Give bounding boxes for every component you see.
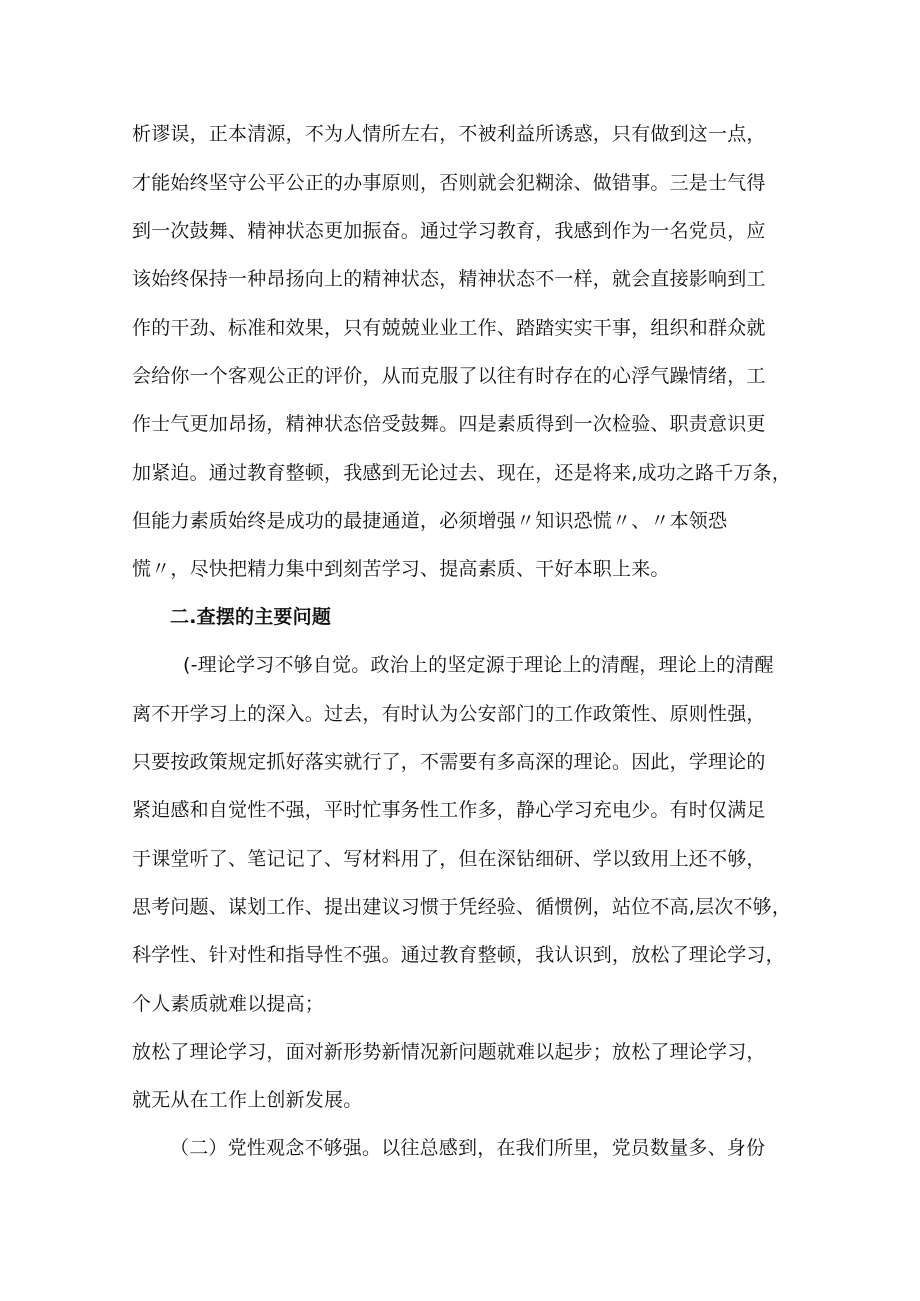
body-text-line: 于课堂听了、笔记记了、写材料用了，但在深钻细研、学以致用上还不够， (132, 848, 766, 870)
body-text-line: 作的干劲、标准和效果，只有兢兢业业工作、踏踏实实干事，组织和群众就 (132, 317, 766, 339)
body-text-line: 会给你一个客观公正的评价，从而克服了以往有时存在的心浮气躁情绪，工 (132, 365, 766, 387)
body-text-line: 放松了理论学习，面对新形势新情况新问题就难以起步；放松了理论学习， (132, 1041, 766, 1063)
body-text-line: (-理论学习不够自觉。政治上的坚定源于理论上的清醒，理论上的清醒 (183, 654, 774, 676)
body-text-line: （二）党性观念不够强。以往总感到，在我们所里，党员数量多、身份 (170, 1137, 766, 1159)
body-text-line: 只要按政策规定抓好落实就行了，不需要有多高深的理论。因此，学理论的 (132, 751, 766, 773)
body-text-line: 到一次鼓舞、精神状态更加振奋。通过学习教育，我感到作为一名党员，应 (132, 220, 766, 242)
body-text-line: 个人素质就难以提高； (132, 993, 325, 1015)
body-text-line: 就无从在工作上创新发展。 (132, 1089, 363, 1111)
body-text-line: 思考问题、谋划工作、提出建议习惯于凭经验、循惯例，站位不高,层次不够， (132, 896, 792, 918)
body-text-line: 慌〃，尽快把精力集中到刻苦学习、提高素质、干好本职上来。 (132, 558, 670, 580)
body-text-line: 该始终保持一种昂扬向上的精神状态，精神状态不一样，就会直接影响到工 (132, 268, 766, 290)
body-text-line: 析谬误，正本清源，不为人情所左右，不被利益所诱惑，只有做到这一点， (132, 123, 766, 145)
body-text-line: 科学性、针对性和指导性不强。通过教育整顿，我认识到，放松了理论学习， (132, 944, 785, 966)
section-heading: 二.查摆的主要问题 (170, 606, 332, 628)
body-text-line: 但能力素质始终是成功的最捷通道，必须增强〃知识恐慌〃、〃本领恐 (132, 510, 728, 532)
body-text-line: 紧迫感和自觉性不强，平时忙事务性工作多，静心学习充电少。有时仅满足 (132, 799, 766, 821)
body-text-line: 作士气更加昂扬，精神状态倍受鼓舞。四是素质得到一次检验、职责意识更 (132, 413, 766, 435)
body-text-line: 加紧迫。通过教育整顿，我感到无论过去、现在，还是将来,成功之路千万条， (132, 462, 792, 484)
body-text-line: 离不开学习上的深入。过去，有时认为公安部门的工作政策性、原则性强， (132, 703, 766, 725)
body-text-line: 才能始终坚守公平公正的办事原则，否则就会犯糊涂、做错事。三是士气得 (132, 172, 766, 194)
